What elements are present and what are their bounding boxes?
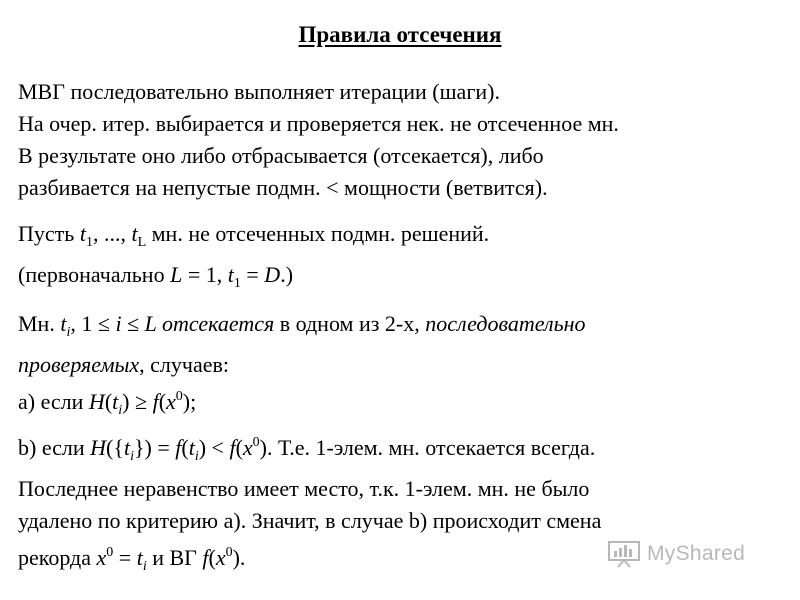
superscript: 0 — [106, 545, 114, 560]
case-a-line — [18, 381, 788, 427]
variable: x — [242, 435, 253, 460]
subscript: 1 — [85, 235, 93, 250]
text-line: МВГ последовательно выполняет итерации (шаги). — [18, 79, 500, 104]
text-run: .) — [280, 262, 294, 287]
variable: f — [229, 435, 236, 460]
variable: H — [88, 389, 105, 414]
text-run: рекорда — [18, 545, 97, 570]
subscript: 1 — [233, 276, 241, 291]
text-run: ) < — [198, 435, 230, 460]
variable: f — [175, 435, 182, 460]
text-run: ); — [182, 389, 197, 414]
variable: t — [136, 545, 143, 570]
variable: D — [264, 262, 281, 287]
variable: t — [227, 262, 234, 287]
text-run: ( — [158, 389, 167, 414]
text-run: ( — [104, 389, 113, 414]
text-run: Пусть — [18, 221, 80, 246]
definition-paragraph — [18, 218, 788, 300]
text-run: , ..., — [92, 221, 132, 246]
subscript: i — [118, 403, 123, 418]
text-run: = — [113, 545, 137, 570]
text-run: ). Т.е. 1-элем. мн. отсекается всегда. — [259, 435, 596, 460]
variable: t — [131, 221, 138, 246]
variable: x — [166, 389, 176, 414]
text-line — [18, 259, 788, 300]
variable: i — [115, 311, 122, 336]
subscript: i — [66, 325, 71, 340]
superscript: 0 — [175, 389, 183, 404]
text-run: }) = — [133, 435, 176, 460]
text-line: На очер. итер. выбирается и проверяется нек. не отсеченное мн. — [18, 111, 619, 136]
text-line: разбивается на непустые подмн. < мощности (ветвится). — [18, 175, 548, 200]
text-line: В результате оно либо отбрасывается (отсекается), либо — [18, 143, 544, 168]
subscript: i — [130, 449, 134, 464]
emphasis-text: проверяемых — [18, 352, 140, 377]
text-run: мн. не отсеченных подмн. решений. — [146, 221, 490, 246]
logo-text: MyShared — [647, 542, 746, 565]
emphasis-text: отсекается — [156, 311, 275, 336]
text-run: ( — [181, 435, 189, 460]
text-run: Мн. — [18, 311, 61, 336]
subscript: L — [137, 235, 147, 250]
subscript: i — [194, 449, 199, 464]
variable: t — [79, 221, 86, 246]
text-run: , случаев: — [139, 352, 230, 377]
text-run: a) если — [18, 389, 89, 414]
text-run: = — [240, 262, 265, 287]
text-line — [18, 308, 788, 349]
text-run: ({ — [106, 435, 124, 460]
variable: L — [144, 311, 157, 336]
superscript: 0 — [252, 435, 260, 450]
variable: f — [152, 389, 159, 414]
variable: f — [202, 545, 209, 570]
variable: t — [188, 435, 195, 460]
variable: x — [96, 545, 107, 570]
text-run: b) если — [18, 435, 91, 460]
presentation-board-icon — [607, 540, 641, 568]
superscript: 0 — [225, 545, 233, 560]
variable: x — [215, 545, 226, 570]
slide-title: Правила отсечения — [298, 22, 502, 47]
text-line — [18, 218, 788, 259]
text-line — [18, 349, 788, 381]
variable: L — [170, 262, 183, 287]
text-run: (первоначально — [18, 262, 171, 287]
text-run: в одном из 2-х, — [274, 311, 426, 336]
emphasis-text: последовательно — [425, 311, 586, 336]
variable: t — [112, 389, 119, 414]
case-b-line — [18, 427, 788, 473]
variable: t — [60, 311, 67, 336]
intro-paragraph — [18, 76, 788, 204]
variable: H — [90, 435, 107, 460]
variable: t — [123, 435, 131, 460]
text-line: удалено по критерию а). Значит, в случае b) происходит смена — [18, 508, 602, 533]
text-line: Последнее неравенство имеет место, т.к. 1-элем. мн. не было — [18, 476, 590, 501]
text-run: , 1 ≤ — [70, 311, 116, 336]
text-run: ). — [232, 545, 246, 570]
text-run: ( — [235, 435, 243, 460]
text-run: = 1, — [182, 262, 228, 287]
text-run: ) ≥ — [122, 389, 153, 414]
subscript: i — [142, 559, 147, 574]
text-run: ≤ — [121, 311, 145, 336]
text-run: и ВГ — [146, 545, 203, 570]
text-run: ( — [208, 545, 216, 570]
myshared-logo[interactable] — [607, 540, 745, 568]
